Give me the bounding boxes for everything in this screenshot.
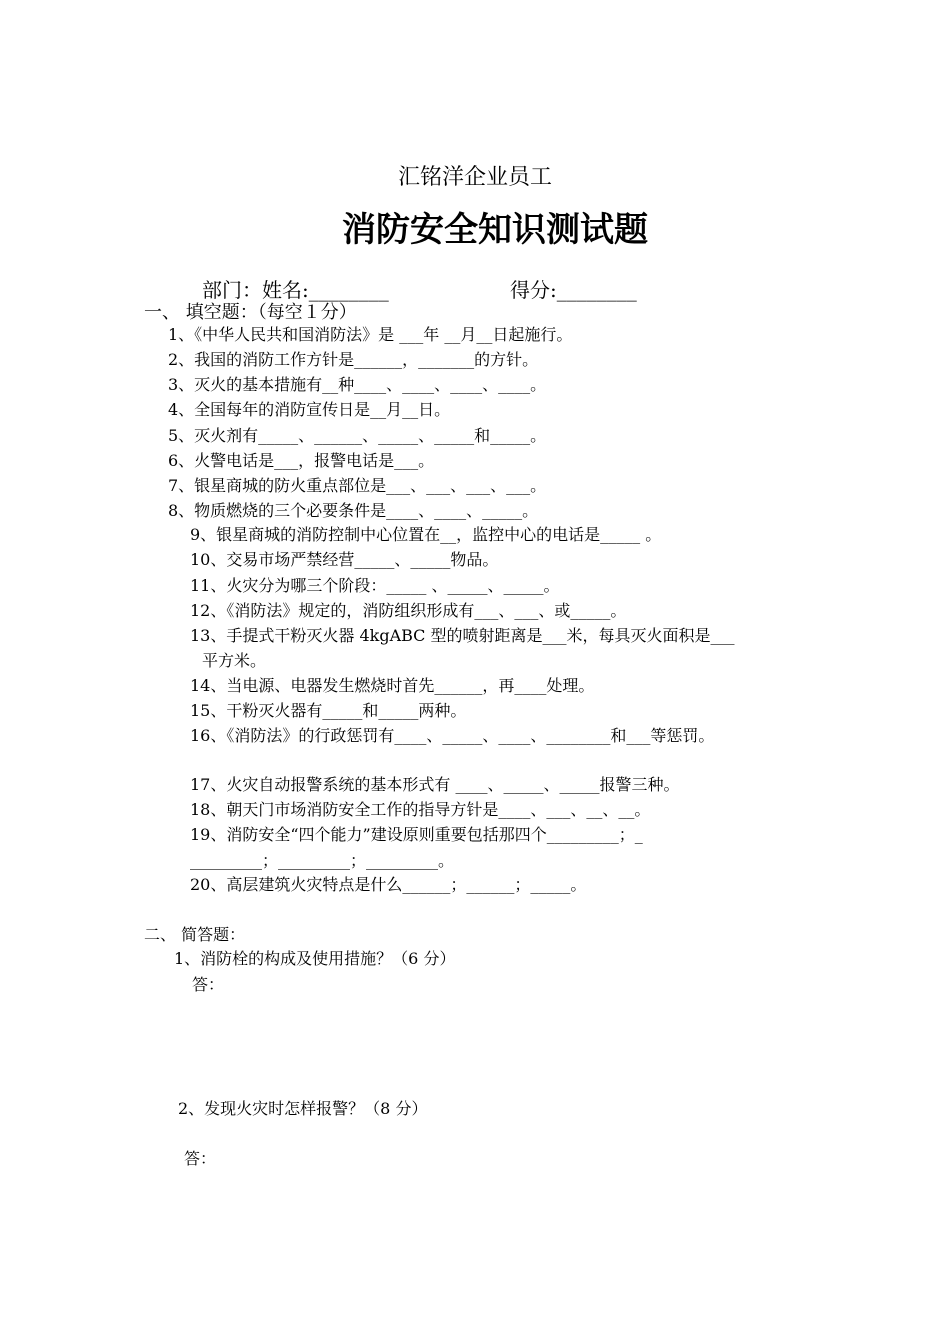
question-12: 12、《消防法》规定的，消防组织形成有___、___、或_____。	[190, 601, 627, 620]
question-1: 1、《中华人民共和国消防法》是 ___年 __月__日起施行。	[168, 325, 573, 344]
section1-heading: 一、 填空题：（每空１分）	[144, 302, 357, 323]
short-answer-question-1: 1、消防栓的构成及使用措施？（6 分）	[174, 949, 456, 968]
question-8: 8、物质燃烧的三个必要条件是____、____、_____。	[168, 501, 539, 520]
question-14: 14、当电源、电器发生燃烧时首先______，再____处理。	[190, 676, 595, 695]
score-field: 得分:________	[510, 278, 637, 302]
question-7: 7、银星商城的防火重点部位是___、___、___、___。	[168, 476, 547, 495]
question-13: 13、手提式干粉灭火器 4kgABC 型的喷射距离是___米，每具灭火面积是___	[190, 626, 735, 645]
title-company: 汇铭洋企业员工	[397, 165, 552, 190]
question-17: 17、火灾自动报警系统的基本形式有 ____、_____、_____报警三种。	[190, 775, 680, 794]
question-3: 3、灭火的基本措施有__种____、____、____、____。	[168, 375, 547, 394]
answer-label-1: 答：	[192, 975, 225, 994]
question-10: 10、交易市场严禁经营_____、_____物品。	[190, 550, 499, 569]
question-20: 20、高层建筑火灾特点是什么______；______；_____。	[190, 875, 587, 894]
question-13-continued: 平方米。	[202, 651, 267, 670]
dept-name-field: 部门：姓名:________	[202, 278, 389, 302]
question-15: 15、干粉灭火器有_____和_____两种。	[190, 701, 467, 720]
question-2: 2、我国的消防工作方针是______，_______的方针。	[168, 350, 539, 369]
answer-label-2: 答：	[184, 1149, 217, 1168]
question-4: 4、全国每年的消防宣传日是__月__日。	[168, 400, 451, 419]
question-19: 19、消防安全“四个能力”建设原则重要包括那四个_________；_	[190, 825, 643, 844]
short-answer-question-2: 2、发现火灾时怎样报警？（8 分）	[178, 1099, 428, 1118]
question-6: 6、火警电话是___，报警电话是___。	[168, 451, 435, 470]
question-16: 16、《消防法》的行政惩罚有____、_____、____、________和___等惩罚。	[190, 726, 715, 745]
question-9: 9、银星商城的消防控制中心位置在__，监控中心的电话是_____ 。	[190, 525, 662, 544]
question-18: 18、朝天门市场消防安全工作的指导方针是____、___、__、__。	[190, 800, 651, 819]
question-5: 5、灭火剂有_____、______、_____、_____和_____。	[168, 426, 547, 445]
question-19-continued: _________；_________；_________。	[190, 851, 455, 870]
title-main: 消防安全知识测试题	[342, 210, 648, 250]
question-11: 11、火灾分为哪三个阶段：_____ 、_____、_____。	[190, 576, 560, 595]
section2-heading: 二、 简答题：	[144, 925, 246, 944]
